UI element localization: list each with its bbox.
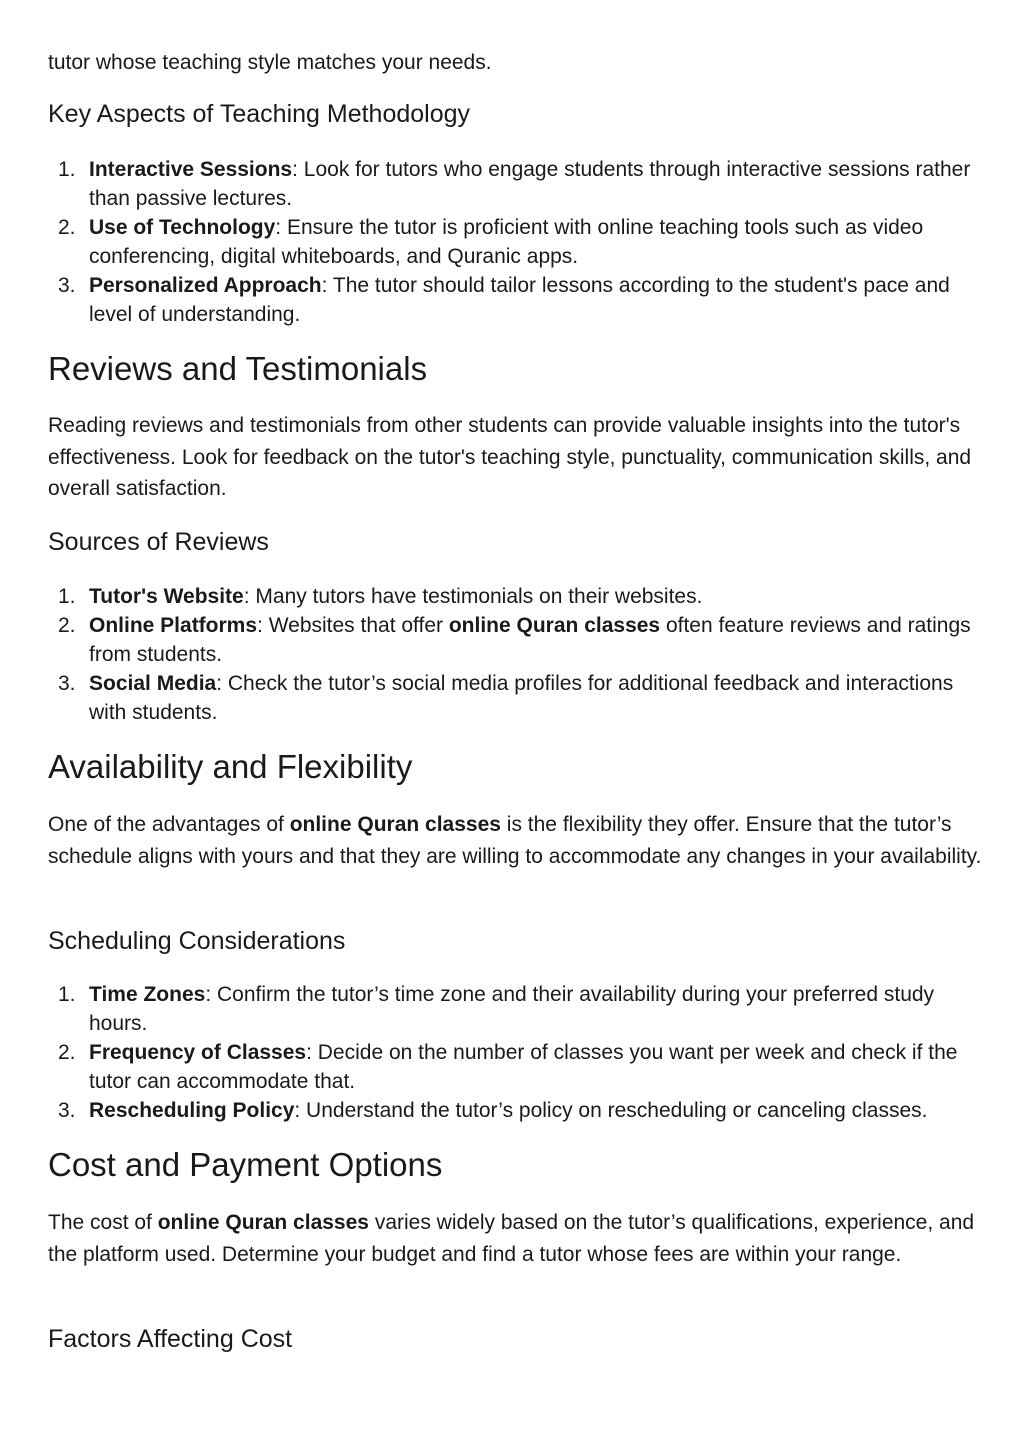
list-term: Personalized Approach xyxy=(89,274,322,297)
reviews-heading: Reviews and Testimonials xyxy=(48,350,428,387)
paragraph-text: varies widely based on the tutor’s qualifications, experience, and the platform used. Determine your budget and find a tutor whose fees are within your range. xyxy=(48,1211,975,1266)
availability-heading: Availability and Flexibility xyxy=(48,748,413,785)
paragraph-bold-phrase: online Quran classes xyxy=(289,813,501,836)
paragraph-text: The cost of xyxy=(48,1211,158,1234)
list-item xyxy=(48,155,988,213)
list-item xyxy=(48,213,988,271)
list-text: : The tutor should tailor lessons according to the student's pace and level of understanding. xyxy=(89,274,950,326)
list-text: : Confirm the tutor’s time zone and their availability during your preferred study hours. xyxy=(89,983,935,1035)
list-term: Interactive Sessions xyxy=(89,158,293,181)
list-item xyxy=(48,271,988,329)
list-item xyxy=(48,1096,988,1125)
factors-heading: Factors Affecting Cost xyxy=(48,1325,293,1353)
paragraph-text: One of the advantages of xyxy=(48,813,290,836)
cost-paragraph xyxy=(48,1207,988,1270)
key-aspects-heading: Key Aspects of Teaching Methodology xyxy=(48,100,471,128)
list-text: : Look for tutors who engage students through interactive sessions rather than passive lectures. xyxy=(89,158,971,210)
list-text: : Many tutors have testimonials on their websites. xyxy=(243,585,703,608)
list-term: Social Media xyxy=(89,672,217,695)
list-term: Use of Technology xyxy=(89,216,276,239)
list-bold-phrase: online Quran classes xyxy=(448,614,661,637)
paragraph-bold-phrase: online Quran classes xyxy=(157,1211,369,1234)
cost-heading: Cost and Payment Options xyxy=(48,1146,443,1183)
list-term: Frequency of Classes xyxy=(89,1041,307,1064)
list-text: : Understand the tutor’s policy on rescheduling or canceling classes. xyxy=(294,1099,928,1122)
list-number: 3. xyxy=(58,274,76,297)
list-item xyxy=(48,1038,988,1096)
list-text: : Check the tutor’s social media profiles for additional feedback and interactions with students. xyxy=(89,672,954,724)
list-text: : Ensure the tutor is proficient with online teaching tools such as video conferencing, digital whiteboards, and Quranic apps. xyxy=(89,216,924,268)
availability-paragraph xyxy=(48,809,988,872)
list-item xyxy=(48,582,988,611)
list-number: 3. xyxy=(58,1099,76,1122)
list-number: 1. xyxy=(58,158,76,181)
list-term: Online Platforms xyxy=(89,614,258,637)
reviews-paragraph: Reading reviews and testimonials from other students can provide valuable insights into the tutor's effectiveness. Look for feedback on the tutor's teaching style, punctuality, communication skills, and overall satisfaction. xyxy=(48,414,972,500)
list-text: often feature reviews and ratings from students. xyxy=(89,614,971,666)
list-term: Tutor's Website xyxy=(89,585,244,608)
list-text: : Websites that offer xyxy=(257,614,449,637)
list-item xyxy=(48,980,988,1038)
methodology-list xyxy=(48,155,988,329)
sources-list xyxy=(48,582,988,727)
list-number: 3. xyxy=(58,672,76,695)
list-item xyxy=(48,669,988,727)
list-item xyxy=(48,611,988,669)
list-number: 1. xyxy=(58,983,76,1006)
scheduling-list xyxy=(48,980,988,1125)
list-term: Time Zones xyxy=(89,983,206,1006)
sources-heading: Sources of Reviews xyxy=(48,528,269,556)
list-text: : Decide on the number of classes you want per week and check if the tutor can accommodate that. xyxy=(89,1041,958,1093)
list-number: 1. xyxy=(58,585,76,608)
list-term: Rescheduling Policy xyxy=(89,1099,295,1122)
scheduling-heading: Scheduling Considerations xyxy=(48,927,346,955)
intro-text: tutor whose teaching style matches your needs. xyxy=(48,51,492,74)
paragraph-text: is the flexibility they offer. Ensure that the tutor’s schedule aligns with yours and that they are willing to accommodate any changes in your availability. xyxy=(48,813,982,868)
list-number: 2. xyxy=(58,216,76,239)
list-number: 2. xyxy=(58,614,76,637)
list-number: 2. xyxy=(58,1041,76,1064)
